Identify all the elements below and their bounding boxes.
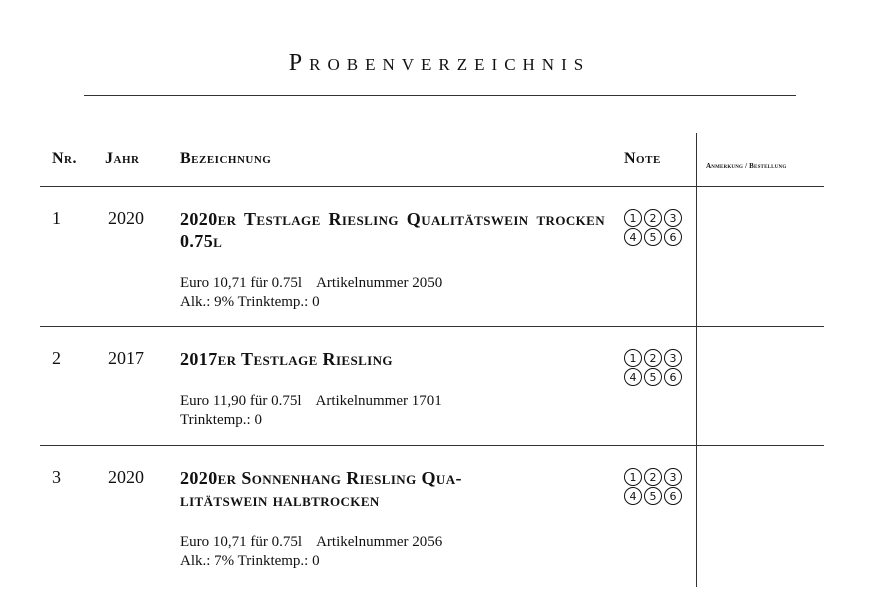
rating-3[interactable]: 3: [664, 468, 682, 486]
wine-details: [180, 533, 442, 571]
rating-circles: [624, 349, 690, 386]
wine-nr: 1: [52, 208, 61, 228]
rating-4[interactable]: 4: [624, 228, 642, 246]
rating-4[interactable]: 4: [624, 487, 642, 505]
wine-price: Euro 10,71 für 0.75l: [180, 275, 303, 291]
rating-6[interactable]: 6: [664, 487, 682, 505]
wine-year: 2020: [108, 467, 144, 487]
rating-2[interactable]: 2: [644, 349, 662, 367]
title-divider: [84, 95, 796, 96]
header-note: Note: [624, 150, 661, 167]
wine-name: 2020er Testlage Riesling Qualitätswein trocken 0.75l: [180, 209, 605, 251]
rating-circles: [624, 209, 690, 246]
wine-price: Euro 10,71 für 0.75l: [180, 534, 303, 550]
rating-circles: [624, 468, 690, 505]
wine-nr: 2: [52, 348, 61, 368]
rating-5[interactable]: 5: [644, 228, 662, 246]
wine-info: Alk.: 7% Trinktemp.: 0: [180, 553, 320, 569]
rating-3[interactable]: 3: [664, 349, 682, 367]
wine-article: Artikelnummer 1701: [315, 393, 442, 409]
rating-5[interactable]: 5: [644, 487, 662, 505]
wine-article: Artikelnummer 2056: [316, 534, 443, 550]
rating-6[interactable]: 6: [664, 228, 682, 246]
header-jahr: Jahr: [105, 150, 140, 167]
header-anmerkung: Anmerkung / Bestellung: [706, 162, 787, 170]
rating-1[interactable]: 1: [624, 349, 642, 367]
wine-info: Trinktemp.: 0: [180, 412, 262, 428]
rating-6[interactable]: 6: [664, 368, 682, 386]
row-rule: [40, 445, 824, 446]
header-bezeichnung: Bezeichnung: [180, 150, 272, 167]
rating-1[interactable]: 1: [624, 209, 642, 227]
rating-2[interactable]: 2: [644, 468, 662, 486]
page-title: Probenverzeichnis: [288, 50, 591, 76]
column-divider: [696, 133, 697, 587]
wine-year: 2017: [108, 348, 144, 368]
rating-3[interactable]: 3: [664, 209, 682, 227]
wine-nr: 3: [52, 467, 61, 487]
rating-5[interactable]: 5: [644, 368, 662, 386]
header-rule: [40, 186, 824, 187]
wine-article: Artikelnummer 2050: [316, 275, 443, 291]
wine-name: 2017er Testlage Riesling: [180, 349, 393, 369]
wine-price: Euro 11,90 für 0.75l: [180, 393, 302, 409]
wine-year: 2020: [108, 208, 144, 228]
row-rule: [40, 326, 824, 327]
rating-2[interactable]: 2: [644, 209, 662, 227]
rating-4[interactable]: 4: [624, 368, 642, 386]
wine-details: [180, 392, 442, 430]
wine-details: [180, 274, 442, 312]
wine-name: 2020er Sonnenhang Riesling Qua- litätswein halbtrocken: [180, 468, 462, 510]
wine-info: Alk.: 9% Trinktemp.: 0: [180, 294, 320, 310]
header-nr: Nr.: [52, 150, 77, 167]
rating-1[interactable]: 1: [624, 468, 642, 486]
